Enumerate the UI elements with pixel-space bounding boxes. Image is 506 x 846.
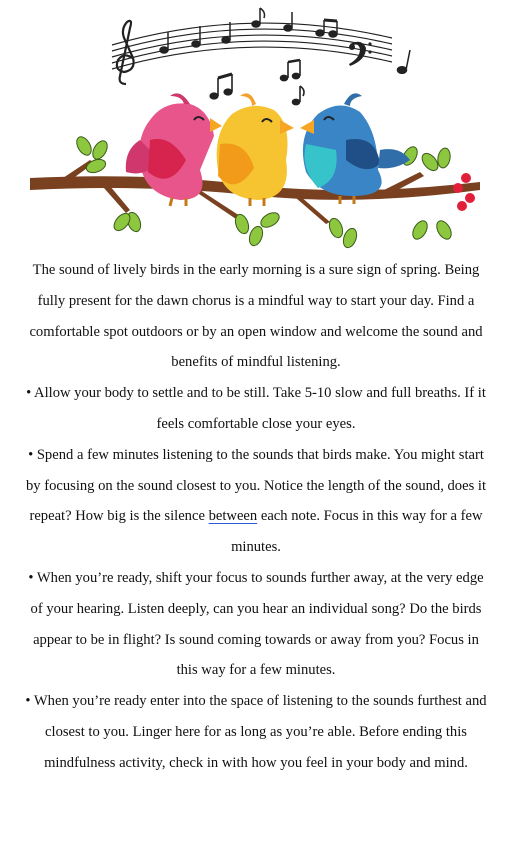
birds-illustration: [0, 0, 506, 250]
bullet-settle: • Allow your body to settle and to be still. Take 5-10 slow and full breaths. If it feels comfortable close your eyes.: [26, 385, 486, 432]
bullet-listen-further: • When you’re ready, shift your focus to sounds further away, at the very edge of your hearing. Listen deeply, can you hear an individual song? Do the birds appear to be in flight? Is sound coming towards or away from you? Focus in this way for a few minutes.: [28, 569, 484, 679]
staff-notes: [160, 8, 410, 73]
underlined-word-between: between: [208, 508, 258, 525]
mindful-listening-text: [24, 255, 488, 779]
bullet-listen-both: • When you’re ready enter into the space of listening to the sounds furthest and closest to you. Linger here for as long as you’re able. Before ending this mindfulness activity, check in with how you feel in your body and mind.: [25, 693, 487, 771]
bullet-listen-closest-part2: each note. Focus in this way for a few minutes.: [231, 508, 483, 556]
intro-paragraph: The sound of lively birds in the early morning is a sure sign of spring. Being fully present for the dawn chorus is a mindful way to start your day. Find a comfortable spot outdoors or by an open window and welcome the sound and benefits of mindful listening.: [29, 262, 483, 371]
treble-clef-icon: [117, 21, 134, 84]
floating-notes: [210, 60, 304, 105]
bullet-listen-closest: [24, 440, 488, 563]
bullet-listen-closest-part1: • Spend a few minutes listening to the sounds that birds make. You might start by focusing on the sound closest to you. Notice the length of the sound, does it repeat? How big is the silence: [25, 446, 487, 525]
